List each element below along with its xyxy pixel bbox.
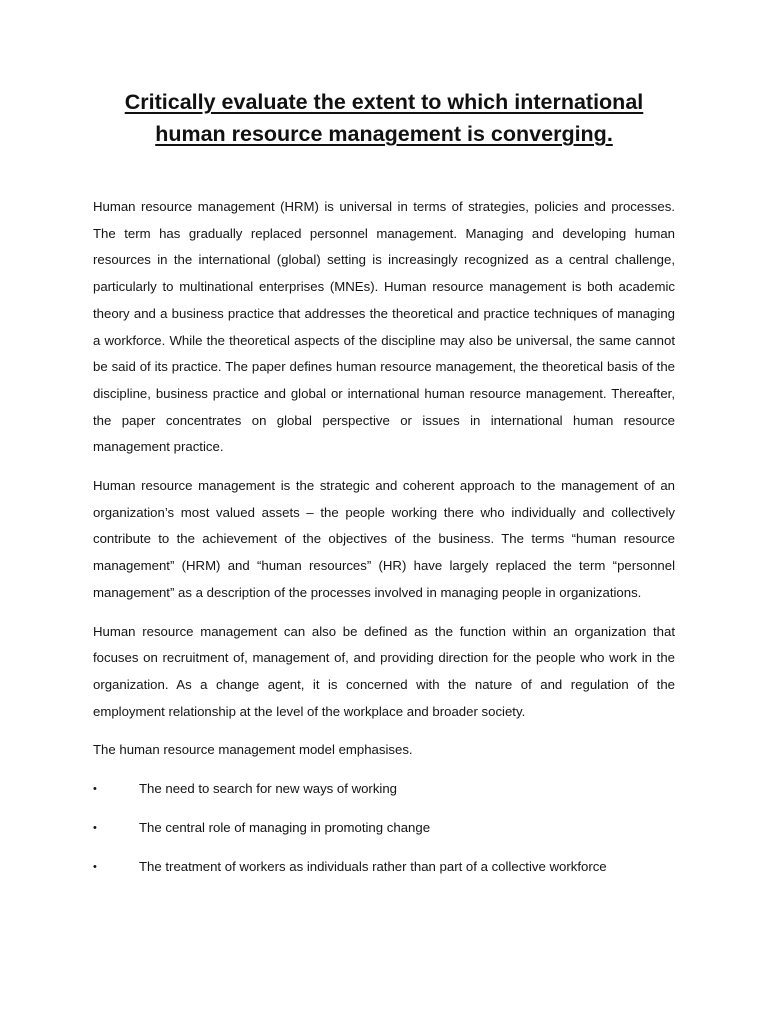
paragraph-intro: Human resource management (HRM) is universal in terms of strategies, policies and processes. The term has gradually replaced personnel management. Managing and developing human resources in the international (global) setting is increasingly recognized as a central challenge, particularly to multinational enterprises (MNEs). Human resource management is both academic theory and a business practice that addresses the theoretical and practice techniques of managing a workforce. While the theoretical aspects of the discipline may also be universal, the same cannot be said of its practice. The paper defines human resource management, the theoretical basis of the discipline, business practice and global or international human resource management. Thereafter, the paper concentrates on global perspective or issues in international human resource management practice. — [93, 199, 675, 455]
list-item-text: The treatment of workers as individuals rather than part of a collective workforce — [139, 859, 607, 875]
document-body — [93, 194, 675, 893]
document-title — [60, 86, 708, 150]
bullet-icon: • — [93, 783, 97, 796]
bullet-icon: • — [93, 861, 97, 874]
paragraph-function: Human resource management can also be defined as the function within an organization that focuses on recruitment of, management of, and providing direction for the people who work in the organization. As a change agent, it is concerned with the nature of and regulation of the employment relationship at the level of the workplace and broader society. — [93, 623, 675, 719]
list-item — [93, 815, 675, 842]
list-item — [93, 854, 675, 881]
model-bullet-list — [93, 776, 675, 881]
title-line-2: human resource management is converging. — [155, 122, 613, 146]
list-item — [93, 776, 675, 803]
paragraph-model-intro: The human resource management model emphasises. — [93, 742, 413, 758]
bullet-icon: • — [93, 822, 97, 835]
paragraph-definition: Human resource management is the strategic and coherent approach to the management of an organization’s most valued assets – the people working there who individually and collectively contribute to the achievement of the objectives of the business. The terms “human resource management” (HRM) and “human resources” (HR) have largely replaced the term “personnel management” as a description of the processes involved in managing people in organizations. — [93, 478, 675, 600]
list-item-text: The need to search for new ways of working — [139, 781, 398, 797]
title-line-1: Critically evaluate the extent to which international — [124, 90, 644, 114]
list-item-text: The central role of managing in promoting change — [139, 820, 431, 836]
